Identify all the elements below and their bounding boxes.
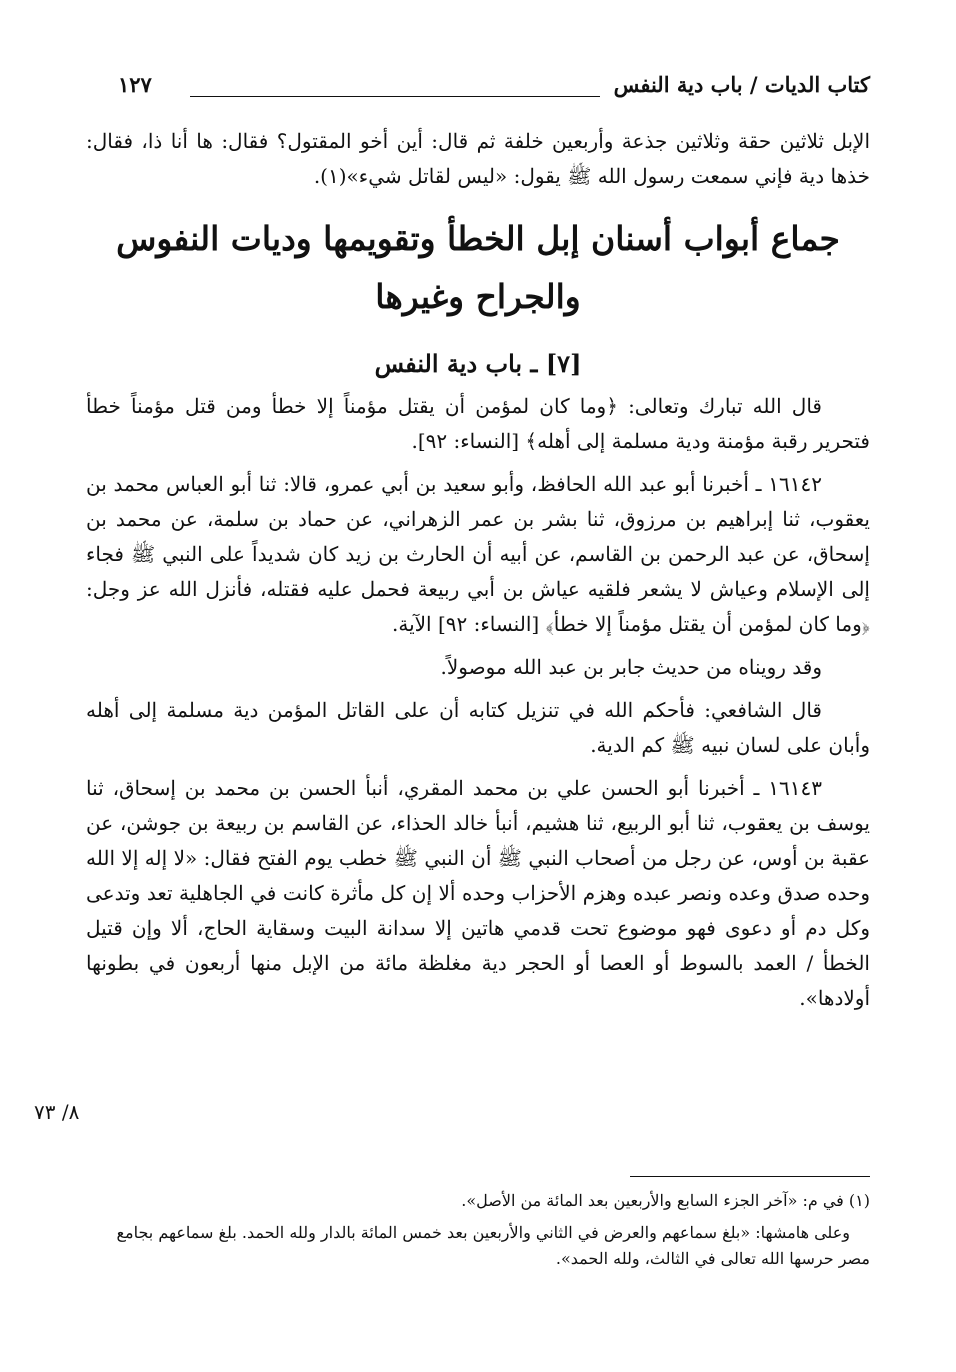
hadith-16142: ١٦١٤٢ ـ أخبرنا أبو عبد الله الحافظ، وأبو سعيد بن أبي عمرو، قالا: ثنا أبو العباس محمد بن يعقوب، ثنا إبراهيم بن مرزوق، ثنا بشر بن عمر الزهراني، عن حماد بن سلمة، عن محمد بن إسحاق، عن عبد الرحمن بن القاسم، عن أبيه أن الحارث بن زيد كان شديداً على النبي ﷺ فجاء إلى الإسلام وعياش لا يشعر فلقيه عياش بن أبي ربيعة فحمل عليه فقتله، فأنزل الله عز وجل: ﴿وما كان لمؤمن أن يقتل مؤمناً إلا خطأ﴾ [النساء: ٩٢] الآية. (86, 472, 870, 636)
page-number: ١٢٧ (118, 72, 152, 97)
intro-paragraph: الإبل ثلاثين حقة وثلاثين جذعة وأربعين خلفة ثم قال: أين أخو المقتول؟ فقال: ها أنا ذا، فقال: خذها دية فإني سمعت رسول الله ﷺ يقول: «ليس لقاتل شيء»(١). (86, 129, 870, 188)
footnote-1: (١) في م: «آخر الجزء السابع والأربعين بعد المائة من الأصل». (461, 1191, 870, 1210)
footnote-2: وعلى هامشها: «بلغ سماعهم والعرض في الثاني والأربعين بعد خمس المائة بالدار ولله الحمد. بلغ سماعهم بجامع مصر حرسها الله تعالى في الثالث، ولله الحمد». (116, 1223, 870, 1268)
quran-paragraph: قال الله تبارك وتعالى: ﴿وما كان لمؤمن أن يقتل مؤمناً إلا خطأ ومن قتل مؤمناً خطأ فتحرير رقبة مؤمنة ودية مسلمة إلى أهله﴾ [النساء: ٩٢]. (86, 394, 870, 453)
margin-reference: ٨/ ٧٣ (34, 1100, 80, 1124)
jabir-paragraph: وقد رويناه من حديث جابر بن عبد الله موصولاً. (440, 655, 822, 679)
main-text (86, 124, 870, 1016)
running-title: كتاب الديات / باب دية النفس (613, 72, 870, 97)
chapter-title: جماع أبواب أسنان إبل الخطأ وتقويمها وديات النفوس والجراح وغيرها (116, 219, 840, 316)
page-header (118, 72, 870, 108)
footnotes (86, 1188, 870, 1272)
section-title: [٧] ـ باب دية النفس (374, 349, 582, 378)
hadith-16143: ١٦١٤٣ ـ أخبرنا أبو الحسن علي بن محمد المقري، أنبأ الحسن بن محمد بن إسحاق، ثنا يوسف بن يعقوب، ثنا أبو الربيع، ثنا هشيم، أنبأ خالد الحذاء، عن القاسم بن ربيعة بن جوشن، عن عقبة بن أوس، عن رجل من أصحاب النبي ﷺ أن النبي ﷺ خطب يوم الفتح فقال: «لا إله إلا الله وحده صدق وعده ونصر عبده وهزم الأحزاب وحده ألا إن كل مأثرة كانت في الجاهلية تعد وتدعى وكل دم أو دعوى فهو موضوع تحت قدمي هاتين إلا سدانة البيت وسقاية الحاج، ألا وإن قتيل الخطأ / العمد بالسوط أو العصا أو الحجر دية مغلظة مائة من الإبل منها أربعون في بطونها أولادها». (86, 776, 870, 1010)
header-rule (190, 96, 600, 97)
shafii-paragraph: قال الشافعي: فأحكم الله في تنزيل كتابه أن على القاتل المؤمن دية مسلمة إلى أهله وأبان على لسان نبيه ﷺ كم الدية. (86, 698, 870, 757)
footnote-rule (630, 1176, 870, 1177)
